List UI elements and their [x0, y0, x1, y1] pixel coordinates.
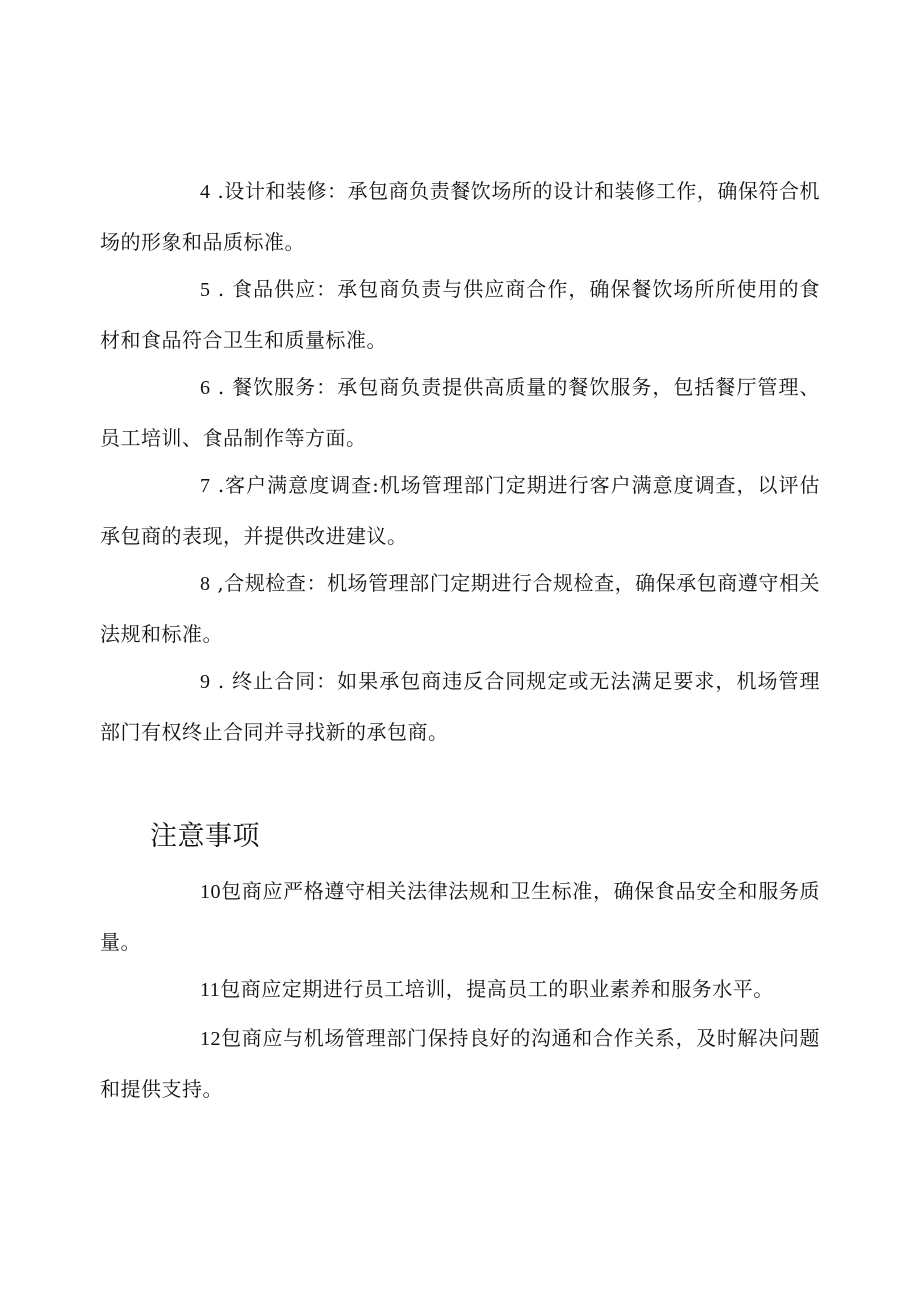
list-item-8: [100, 558, 820, 659]
item-number: 7: [200, 475, 211, 497]
note-item-11: [100, 964, 820, 1015]
item-text: ,合规检查：机场管理部门定期进行合规检查，确保承包商遵守相关法规和标准。: [100, 571, 820, 646]
item-number: 8: [200, 573, 211, 595]
item-number: 9: [200, 671, 211, 693]
item-text: .客户满意度调查:机场管理部门定期进行客户满意度调查，以评估承包商的表现，并提供改进建议。: [100, 473, 820, 548]
section-heading-notes: 注意事项: [150, 821, 260, 852]
item-number: 4: [200, 181, 211, 203]
item-text: . 餐饮服务：承包商负责提供高质量的餐饮服务，包括餐厅管理、员工培训、食品制作等方面。: [100, 375, 820, 450]
note-item-12: [100, 1013, 820, 1114]
item-text: . 食品供应：承包商负责与供应商合作，确保餐饮场所所使用的食材和食品符合卫生和质量标准。: [100, 277, 820, 352]
list-item-9: [100, 656, 820, 757]
list-item-6: [100, 362, 820, 463]
note-text: 包商应定期进行员工培训，提高员工的职业素养和服务水平。: [220, 977, 774, 1001]
list-item-5: [100, 264, 820, 365]
note-number: 10: [200, 881, 221, 903]
item-number: 5: [200, 279, 211, 301]
note-item-10: [100, 866, 820, 967]
note-number: 12: [200, 1028, 221, 1050]
note-text: 包商应与机场管理部门保持良好的沟通和合作关系，及时解决问题和提供支持。: [100, 1026, 820, 1101]
item-number: 6: [200, 377, 211, 399]
list-item-4: [100, 166, 820, 267]
note-number: 11: [200, 979, 221, 1001]
note-text: 包商应严格遵守相关法律法规和卫生标准，确保食品安全和服务质量。: [100, 879, 820, 954]
item-text: .设计和装修：承包商负责餐饮场所的设计和装修工作，确保符合机场的形象和品质标准。: [100, 179, 820, 254]
item-text: . 终止合同：如果承包商违反合同规定或无法满足要求，机场管理部门有权终止合同并寻找新的承包商。: [100, 669, 820, 744]
list-item-7: [100, 460, 820, 561]
